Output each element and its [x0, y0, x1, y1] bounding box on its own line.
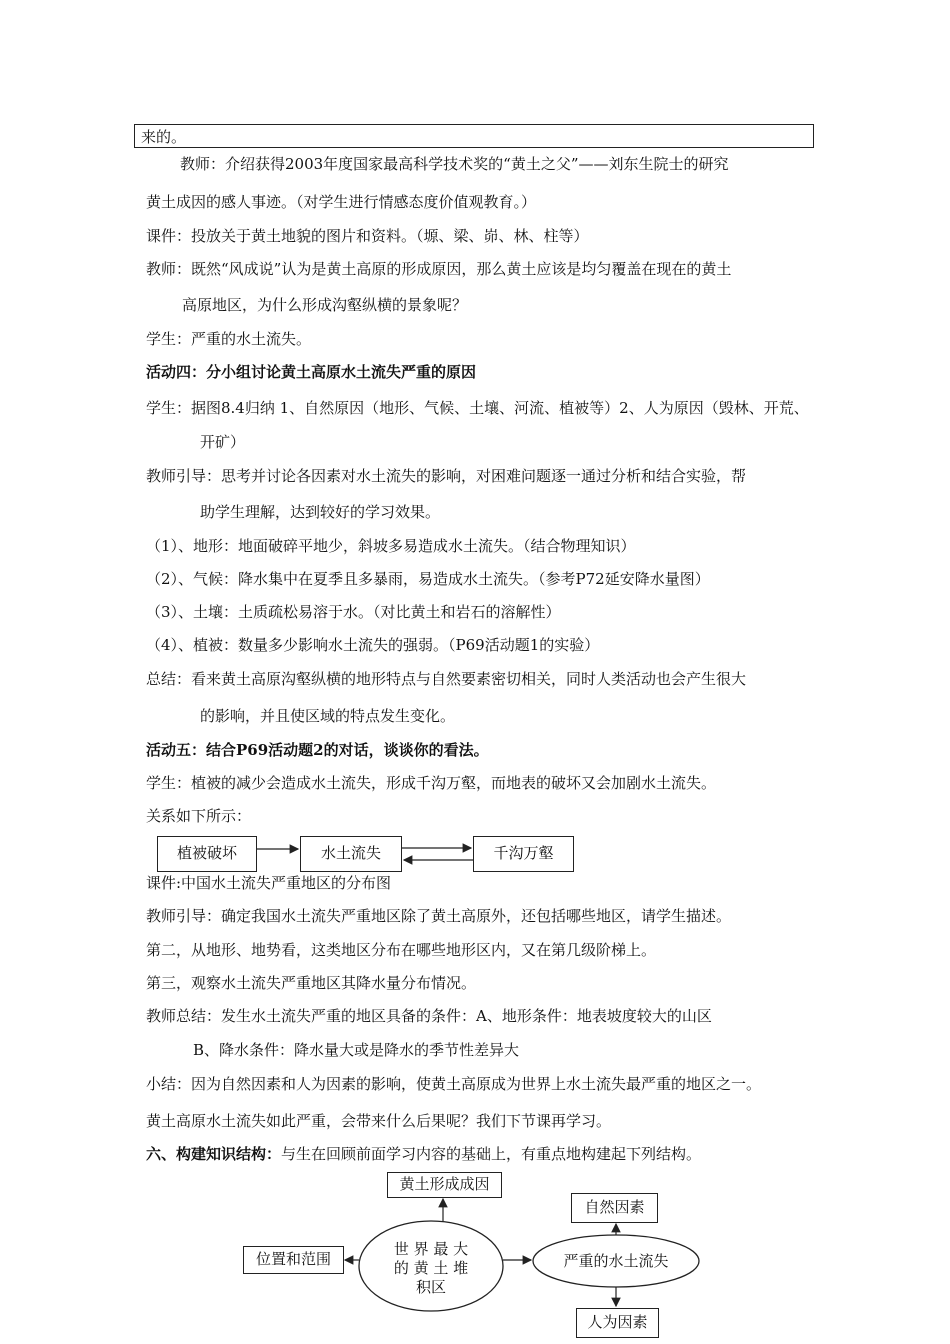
- paragraph: 总结：看来黄土高原沟壑纵横的地形特点与自然要素密切相关，同时人类活动也会产生很大: [146, 670, 747, 688]
- center-ellipse-label: 世 界 最 大 的 黄 土 堆 积区: [393, 1240, 469, 1296]
- paragraph: 高原地区，为什么形成沟壑纵横的景象呢？: [182, 296, 468, 314]
- paragraph: 第二，从地形、地势看，这类地区分布在哪些地形区内，又在第几级阶梯上。: [146, 941, 657, 959]
- paragraph: 学生：严重的水土流失。: [146, 330, 312, 348]
- structure-box-natural-factors: 自然因素: [571, 1193, 658, 1223]
- paragraph: 学生：据图8.4归纳 1、自然原因（地形、气候、土壤、河流、植被等）2、人为原因（毁林、开荒、: [146, 399, 809, 417]
- paragraph: 学生：植被的减少会造成水土流失，形成千沟万壑，而地表的破坏又会加剧水土流失。: [146, 774, 717, 792]
- paragraph: 教师总结：发生水土流失严重的地区具备的条件：A、地形条件：地表坡度较大的山区: [146, 1007, 712, 1025]
- paragraph: 课件:中国水土流失严重地区的分布图: [146, 874, 392, 892]
- activity-four-heading: 活动四：分小组讨论黄土高原水土流失严重的原因: [146, 363, 477, 381]
- activity-five-heading: 活动五：结合P69活动题2的对话，谈谈你的看法。: [146, 741, 489, 759]
- structure-box-location: 位置和范围: [243, 1246, 344, 1274]
- list-item: （2）、气候：降水集中在夏季且多暴雨，易造成水土流失。（参考P72延安降水量图）: [146, 570, 710, 588]
- top-box-text: 来的。: [141, 128, 187, 146]
- paragraph: 第三，观察水土流失严重地区其降水量分布情况。: [146, 974, 477, 992]
- flow-box-soil-erosion: 水土流失: [300, 836, 402, 872]
- section-six-heading: 六、构建知识结构：: [146, 1145, 282, 1163]
- paragraph: 关系如下所示：: [146, 807, 252, 825]
- paragraph: 教师：既然“风成说”认为是黄土高原的形成原因，那么黄土应该是均匀覆盖在现在的黄土: [146, 260, 732, 278]
- paragraph: 黄土成因的感人事迹。（对学生进行情感态度价值观教育。）: [146, 193, 537, 211]
- structure-box-loess-origin: 黄土形成成因: [387, 1172, 502, 1198]
- paragraph: 课件：投放关于黄土地貌的图片和资料。（塬、梁、峁、林、柱等）: [146, 227, 589, 245]
- paragraph: 黄土高原水土流失如此严重，会带来什么后果呢？我们下节课再学习。: [146, 1112, 612, 1130]
- structure-box-human-factors: 人为因素: [576, 1308, 659, 1338]
- list-item: （4）、植被：数量多少影响水土流失的强弱。（P69活动题1的实验）: [146, 636, 600, 654]
- paragraph: 小结：因为自然因素和人为因素的影响，使黄土高原成为世界上水土流失最严重的地区之一。: [146, 1075, 762, 1093]
- paragraph: 教师引导：确定我国水土流失严重地区除了黄土高原外，还包括哪些地区，请学生描述。: [146, 907, 732, 925]
- section-six: [146, 1144, 701, 1164]
- paragraph: 教师：介绍获得2003年度国家最高科学技术奖的“黄土之父”——刘东生院士的研究: [180, 155, 729, 173]
- paragraph: 开矿）: [200, 433, 246, 451]
- paragraph: B、降水条件：降水量大或是降水的季节性差异大: [193, 1041, 520, 1059]
- right-ellipse-label: 严重的水土流失: [563, 1252, 669, 1270]
- list-item: （3）、土壤：土质疏松易溶于水。（对比黄土和岩石的溶解性）: [146, 603, 561, 621]
- paragraph: 助学生理解，达到较好的学习效果。: [200, 503, 441, 521]
- flow-box-vegetation: 植被破坏: [157, 836, 257, 872]
- flow-box-gullies: 千沟万壑: [473, 836, 574, 872]
- section-six-text: 与生在回顾前面学习内容的基础上，有重点地构建起下列结构。: [281, 1145, 702, 1163]
- list-item: （1）、地形：地面破碎平地少，斜坡多易造成水土流失。（结合物理知识）: [146, 537, 636, 555]
- paragraph: 教师引导：思考并讨论各因素对水土流失的影响，对困难问题逐一通过分析和结合实验，帮: [146, 467, 747, 485]
- paragraph: 的影响，并且使区域的特点发生变化。: [200, 707, 456, 725]
